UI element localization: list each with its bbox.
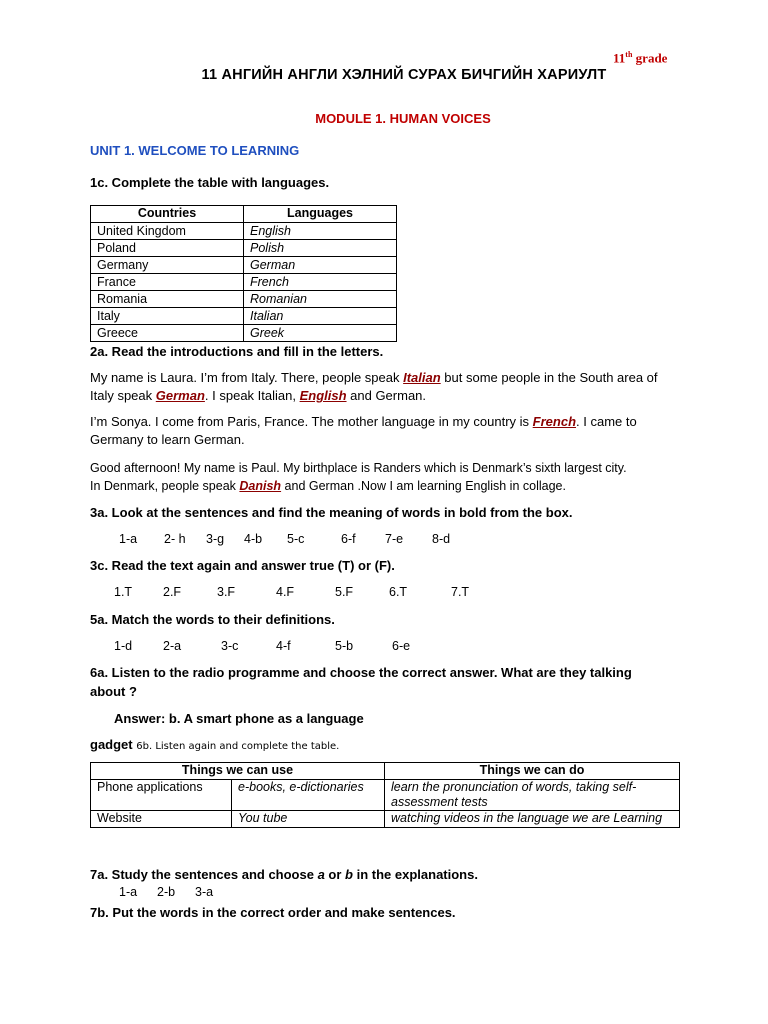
q6b-heading: 6b. Listen again and complete the table. <box>136 741 340 752</box>
grade-number: 11 <box>613 50 626 66</box>
answer: 3-c <box>221 639 239 653</box>
country-cell: Greece <box>91 325 244 342</box>
table-row <box>91 240 397 257</box>
table-row <box>91 308 397 325</box>
grade-label <box>613 50 667 66</box>
answer: 7-e <box>385 532 404 546</box>
grade-word: grade <box>635 50 668 66</box>
answer: 4-f <box>276 639 291 653</box>
table-header-row <box>91 206 397 223</box>
answer: 1-a <box>119 532 138 546</box>
answer: 3-a <box>195 885 214 899</box>
answer: 2-a <box>163 639 182 653</box>
country-cell: France <box>91 274 244 291</box>
answer: 5-b <box>335 639 354 653</box>
option-a: a <box>317 867 325 882</box>
country-cell: Italy <box>91 308 244 325</box>
country-cell: Romania <box>91 291 244 308</box>
answer-word: German <box>155 388 205 403</box>
text: and German .Now I am learning English in collage. <box>281 479 566 493</box>
language-cell: English <box>244 223 397 240</box>
intro-paragraph-paul <box>90 459 640 495</box>
answer: 1-d <box>114 639 133 653</box>
language-cell: German <box>244 257 397 274</box>
table-row <box>91 780 680 811</box>
things-table <box>90 762 680 828</box>
table-cell: learn the pronunciation of words, taking self-assessment tests <box>385 780 680 811</box>
column-header: Languages <box>244 206 397 223</box>
table-cell: watching videos in the language we are Learning <box>385 811 680 828</box>
table-row <box>91 274 397 291</box>
language-cell: French <box>244 274 397 291</box>
language-cell: Romanian <box>244 291 397 308</box>
table-row <box>91 811 680 828</box>
page-title: 11 АНГИЙН АНГЛИ ХЭЛНИЙ СУРАХ БИЧГИЙН ХАРИУЛТ <box>201 67 607 83</box>
answer: 2- h <box>164 532 186 546</box>
languages-table <box>90 205 397 342</box>
q7a-heading <box>90 867 478 882</box>
q6a-heading-line1: 6a. Listen to the radio programme and choose the correct answer. What are they talking <box>90 665 632 680</box>
text: in the explanations. <box>353 867 478 882</box>
answer-word: Danish <box>239 479 282 493</box>
table-cell: Phone applications <box>91 780 232 811</box>
answer-word: Italian <box>403 370 441 385</box>
q7b-heading: 7b. Put the words in the correct order and make sentences. <box>90 905 456 920</box>
column-header: Things we can do <box>385 763 680 780</box>
grade-sup: th <box>625 50 633 59</box>
answer-word: English <box>299 388 347 403</box>
text: . I speak Italian, <box>204 388 300 403</box>
answer: 3-g <box>206 532 225 546</box>
country-cell: Poland <box>91 240 244 257</box>
unit-title: UNIT 1. WELCOME TO LEARNING <box>90 143 300 158</box>
table-row <box>91 257 397 274</box>
q2a-heading: 2a. Read the introductions and fill in the letters. <box>90 344 384 359</box>
table-cell: e-books, e-dictionaries <box>232 780 385 811</box>
table-row <box>91 291 397 308</box>
language-cell: Polish <box>244 240 397 257</box>
module-title: MODULE 1. HUMAN VOICES <box>315 111 491 126</box>
answer-word: French <box>532 414 577 429</box>
answer: 1.T <box>114 585 133 599</box>
country-cell: United Kingdom <box>91 223 244 240</box>
answer: 4-b <box>244 532 263 546</box>
column-header: Countries <box>91 206 244 223</box>
answer: 7.T <box>451 585 470 599</box>
table-header-row <box>91 763 680 780</box>
answer: 6-f <box>341 532 356 546</box>
answer-continuation: gadget <box>90 737 133 752</box>
answer: 5-c <box>287 532 305 546</box>
answer: 2.F <box>163 585 182 599</box>
answer: 2-b <box>157 885 176 899</box>
language-cell: Italian <box>244 308 397 325</box>
option-b: b <box>345 867 353 882</box>
text: and German. <box>346 388 427 403</box>
q6a-heading-line2: about ? <box>90 684 137 699</box>
answer: 8-d <box>432 532 451 546</box>
answer: 1-a <box>119 885 138 899</box>
text: My name is Laura. I’m from Italy. There, people speak <box>90 370 404 385</box>
text: I’m Sonya. I come from Paris, France. The mother language in my country is <box>90 414 533 429</box>
q3a-heading: 3a. Look at the sentences and find the meaning of words in bold from the box. <box>90 505 573 520</box>
answer: 3.F <box>217 585 236 599</box>
q5a-heading: 5a. Match the words to their definitions. <box>90 612 335 627</box>
table-row <box>91 325 397 342</box>
answer: 6.T <box>389 585 408 599</box>
column-header: Things we can use <box>91 763 385 780</box>
q3c-heading: 3c. Read the text again and answer true (T) or (F). <box>90 558 395 573</box>
text: 7a. Study the sentences and choose <box>90 867 318 882</box>
text: but some people in the South area of Italy speak <box>90 370 658 403</box>
text: . I came to Germany to learn German. <box>90 414 637 447</box>
table-cell: You tube <box>232 811 385 828</box>
answer: 5.F <box>335 585 354 599</box>
q6a-answer-cont <box>90 737 339 752</box>
intro-paragraph-sonya <box>90 413 665 449</box>
text: Good afternoon! My name is Paul. My birthplace is Randers which is Denmark’s sixth largest city. In Denmark, people speak <box>90 461 627 493</box>
answer: 6-e <box>392 639 411 653</box>
country-cell: Germany <box>91 257 244 274</box>
table-row <box>91 223 397 240</box>
text: or <box>324 867 346 882</box>
table-cell: Website <box>91 811 232 828</box>
answer: 4.F <box>276 585 295 599</box>
intro-paragraph-laura <box>90 369 665 405</box>
q6a-answer: Answer: b. A smart phone as a language <box>114 711 364 726</box>
language-cell: Greek <box>244 325 397 342</box>
q1c-heading: 1c. Complete the table with languages. <box>90 175 330 190</box>
